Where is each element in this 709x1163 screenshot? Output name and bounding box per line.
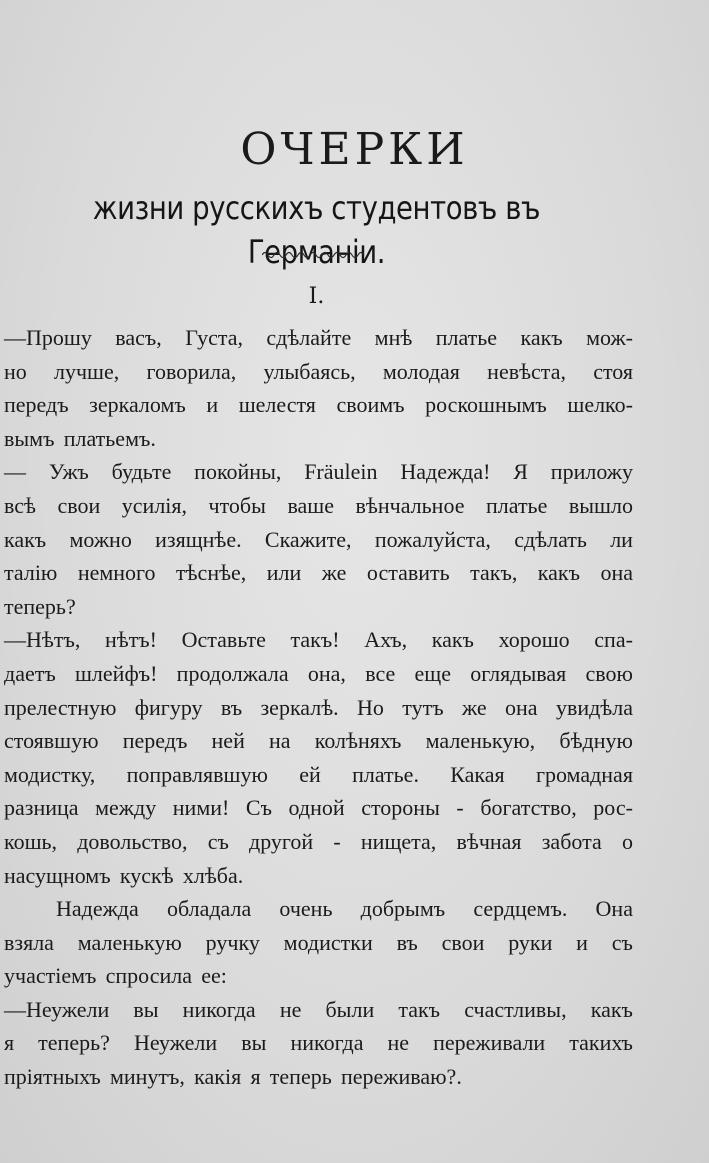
text-line: разница между ними! Съ одной стороны - богатство, рос- <box>4 795 633 821</box>
text-line: вымъ платьемъ. <box>4 425 156 451</box>
text-line: передъ зеркаломъ и шелестя своимъ роскошнымъ шелко- <box>4 392 633 418</box>
text-line: модистку, поправлявшую ей платье. Какая громадная <box>4 761 633 787</box>
text-line: прелестную фигуру въ зеркалѣ. Но тутъ же она увидѣла <box>4 694 633 720</box>
text-line: — Ужъ будьте покойны, Fräulein Надежда! Я приложу <box>4 459 633 485</box>
body-text <box>4 321 633 1094</box>
text-line: кошь, довольство, съ другой - нищета, вѣчная забота о <box>4 828 633 854</box>
text-line: даетъ шлейфъ! продолжала она, все еще оглядывая свою <box>4 660 633 686</box>
text-line: —Прошу васъ, Густа, сдѣлайте мнѣ платье какъ мож- <box>4 325 633 350</box>
text-line: Надежда обладала очень добрымъ сердцемъ. Она <box>56 896 633 922</box>
text-line: стоявшую передъ ней на колѣняхъ маленькую, бѣдную <box>4 728 633 754</box>
text-line: теперь? <box>4 593 76 619</box>
text-line: взяла маленькую ручку модистки въ свои руки и съ <box>4 929 633 955</box>
text-line: я теперь? Неужели вы никогда не переживали такихъ <box>4 1030 633 1056</box>
text-line: всѣ свои усилія, чтобы ваше вѣнчальное платье вышло <box>4 492 633 518</box>
text-line: пріятныхъ минутъ, какія я теперь переживаю?. <box>4 1064 462 1090</box>
text-line: —Нѣтъ, нѣтъ! Оставьте такъ! Ахъ, какъ хорошо спа- <box>4 627 633 653</box>
text-line: —Неужели вы никогда не были такъ счастливы, какъ <box>4 996 633 1022</box>
text-line: насущномъ кускѣ хлѣба. <box>4 862 244 888</box>
page-subtitle: жизни русскихъ студентовъ въ Германіи. <box>92 189 541 271</box>
text-line: какъ можно изящнѣе. Скажите, пожалуйста, сдѣлать ли <box>4 526 633 552</box>
text-line: участіемъ спросила ее: <box>4 963 227 989</box>
text-line: талію немного тѣснѣе, или же оставить такъ, какъ она <box>4 560 633 586</box>
chapter-number: I. <box>308 284 325 309</box>
wavy-divider-ornament <box>262 247 367 259</box>
text-line: но лучше, говорила, улыбаясь, молодая невѣста, стоя <box>4 358 633 384</box>
page-title: ОЧЕРКИ <box>240 124 469 175</box>
